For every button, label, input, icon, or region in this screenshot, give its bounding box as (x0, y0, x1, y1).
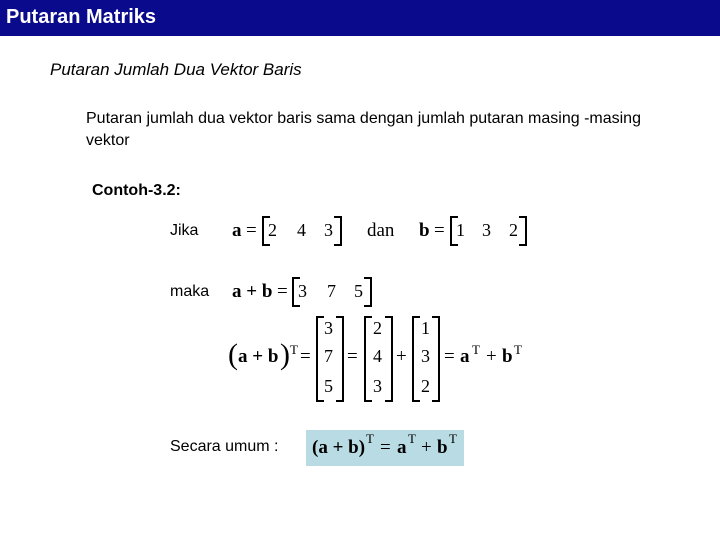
right-bracket (385, 316, 393, 402)
page-title: Putaran Matriks (6, 6, 157, 28)
b-column-value: 3 (421, 346, 430, 366)
left-bracket (412, 316, 420, 402)
vector-a-symbol: a (460, 346, 470, 367)
equals-sign: = (246, 220, 257, 241)
transpose-superscript: T (366, 431, 374, 446)
a-column-value: 3 (373, 376, 382, 396)
sum-column-value: 5 (324, 376, 333, 396)
vector-b-value: 3 (482, 220, 491, 240)
title-bar (0, 0, 720, 36)
b-column-value: 2 (421, 376, 430, 396)
vector-a-symbol: a (232, 220, 242, 241)
left-bracket (364, 316, 372, 402)
b-column-value: 1 (421, 318, 430, 338)
equals-sign: = (434, 220, 445, 241)
transpose-superscript: T (449, 431, 457, 446)
general-formula-box (306, 430, 464, 466)
equals-sign: = (277, 281, 288, 302)
sum-value: 3 (298, 281, 307, 301)
plus-sign: + (486, 346, 497, 367)
jika-label: Jika (170, 222, 199, 239)
transpose-superscript: T (514, 342, 522, 357)
vector-a-value: 3 (324, 220, 333, 240)
example-label: Contoh-3.2: (92, 182, 181, 199)
maka-label: maka (170, 283, 210, 300)
equals-sign: = (347, 346, 358, 367)
transpose-superscript: T (290, 342, 298, 357)
plus-sign: + (396, 346, 407, 367)
equals-sign: = (444, 346, 455, 367)
general-label: Secara umum : (170, 438, 279, 455)
sum-value: 7 (327, 281, 336, 301)
vector-a-value: 2 (268, 220, 277, 240)
right-bracket (519, 216, 527, 246)
description-paragraph: Putaran jumlah dua vektor baris sama dengan jumlah putaran masing -masing vektor (86, 110, 641, 149)
sum-expression: a + b (238, 346, 279, 367)
formula-rhs-a: a (397, 437, 407, 458)
right-bracket (432, 316, 440, 402)
transpose-superscript: T (472, 342, 480, 357)
equals-sign: = (300, 346, 311, 367)
section-heading: Putaran Jumlah Dua Vektor Baris (50, 60, 302, 79)
right-bracket (364, 277, 372, 307)
sum-column-value: 7 (324, 346, 333, 366)
left-paren: ( (228, 338, 238, 371)
a-column-value: 2 (373, 318, 382, 338)
sum-column-value: 3 (324, 318, 333, 338)
left-bracket (316, 316, 324, 402)
sum-value: 5 (354, 281, 363, 301)
vector-b-value: 1 (456, 220, 465, 240)
right-bracket (336, 316, 344, 402)
dan-word: dan (367, 220, 395, 241)
right-bracket (334, 216, 342, 246)
vector-b-symbol: b (502, 346, 513, 367)
a-column-value: 4 (373, 346, 382, 366)
vector-a-value: 4 (297, 220, 306, 240)
equals-sign: = (380, 437, 391, 458)
vector-b-symbol: b (419, 220, 430, 241)
right-paren: ) (280, 338, 290, 371)
sum-expression: a + b (232, 281, 273, 302)
transpose-superscript: T (408, 431, 416, 446)
formula-lhs: (a + b) (312, 437, 366, 458)
formula-rhs-b: b (437, 437, 448, 458)
vector-b-value: 2 (509, 220, 518, 240)
plus-sign: + (421, 437, 432, 458)
